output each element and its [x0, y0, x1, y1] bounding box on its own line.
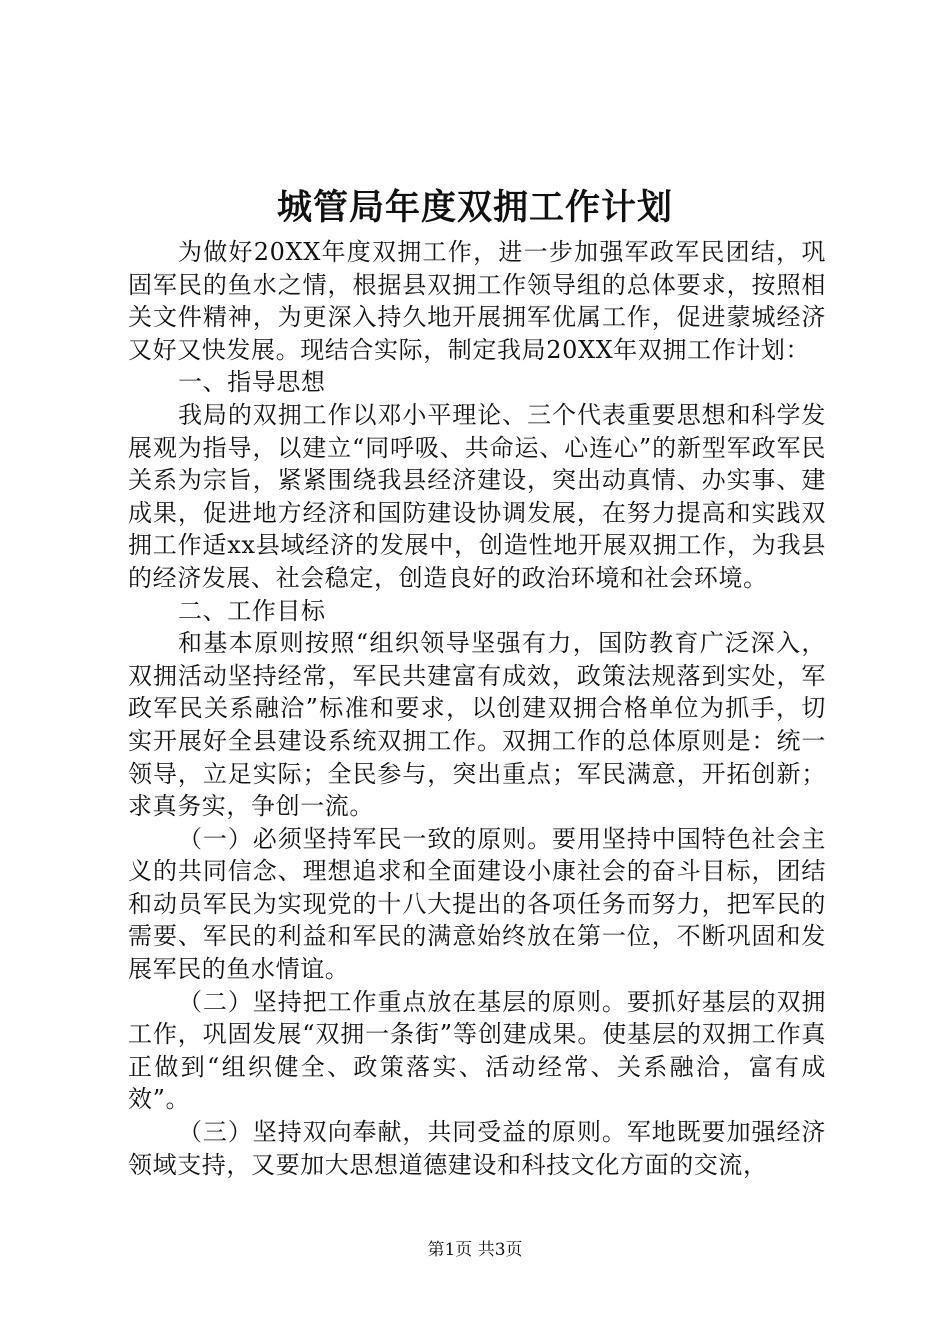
- intro-paragraph: 为做好20XX年度双拥工作，进一步加强军政军民团结，巩固军民的鱼水之情，根据县双拥工作领导组的总体要求，按照相关文件精神，为更深入持久地开展拥军优属工作，促进蒙城经济又好又快发展。现结合实际，制定我局20XX年双拥工作计划：: [128, 238, 826, 364]
- principle-three-paragraph: （三）坚持双向奉献，共同受益的原则。军地既要加强经济领域支持，又要加大思想道德建设和科技文化方面的交流，: [128, 1118, 826, 1179]
- principle-two-paragraph: （二）坚持把工作重点放在基层的原则。要抓好基层的双拥工作，巩固发展“双拥一条街”等创建成果。使基层的双拥工作真正做到“组织健全、政策落实、活动经常、关系融洽，富有成效”。: [128, 987, 826, 1114]
- guiding-thought-paragraph: 我局的双拥工作以邓小平理论、三个代表重要思想和科学发展观为指导，以建立“同呼吸、共命运、心连心”的新型军政军民关系为宗旨，紧紧围绕我县经济建设，突出动真情、办实事、建成果，促进地方经济和国防建设协调发展，在努力提高和实践双拥工作适xx县域经济的发展中，创造性地开展双拥工作，为我县的经济发展、社会稳定，创造良好的政治环境和社会环境。: [128, 400, 826, 592]
- section-heading-work-goals: 二、工作目标: [178, 596, 326, 625]
- document-body: [128, 236, 826, 1181]
- document-title: 城管局年度双拥工作计划: [276, 187, 673, 228]
- work-goals-paragraph: 和基本原则按照“组织领导坚强有力，国防教育广泛深入，双拥活动坚持经常，军民共建富有成效，政策法规落到实处，军政军民关系融洽”标准和要求，以创建双拥合格单位为抓手，切实开展好全县建设系统双拥工作。双拥工作的总体原则是：统一领导，立足实际；全民参与，突出重点；军民满意，开拓创新；求真务实，争创一流。: [128, 629, 826, 821]
- page-footer: 第1页 共3页: [427, 1240, 523, 1260]
- principle-one-paragraph: （一）必须坚持军民一致的原则。要用坚持中国特色社会主义的共同信念、理想追求和全面建设小康社会的奋斗目标，团结和动员军民为实现党的十八大提出的各项任务而努力，把军民的需要、军民的利益和军民的满意始终放在第一位，不断巩固和发展军民的鱼水情谊。: [128, 824, 826, 984]
- section-heading-guiding-thought: 一、指导思想: [178, 368, 326, 397]
